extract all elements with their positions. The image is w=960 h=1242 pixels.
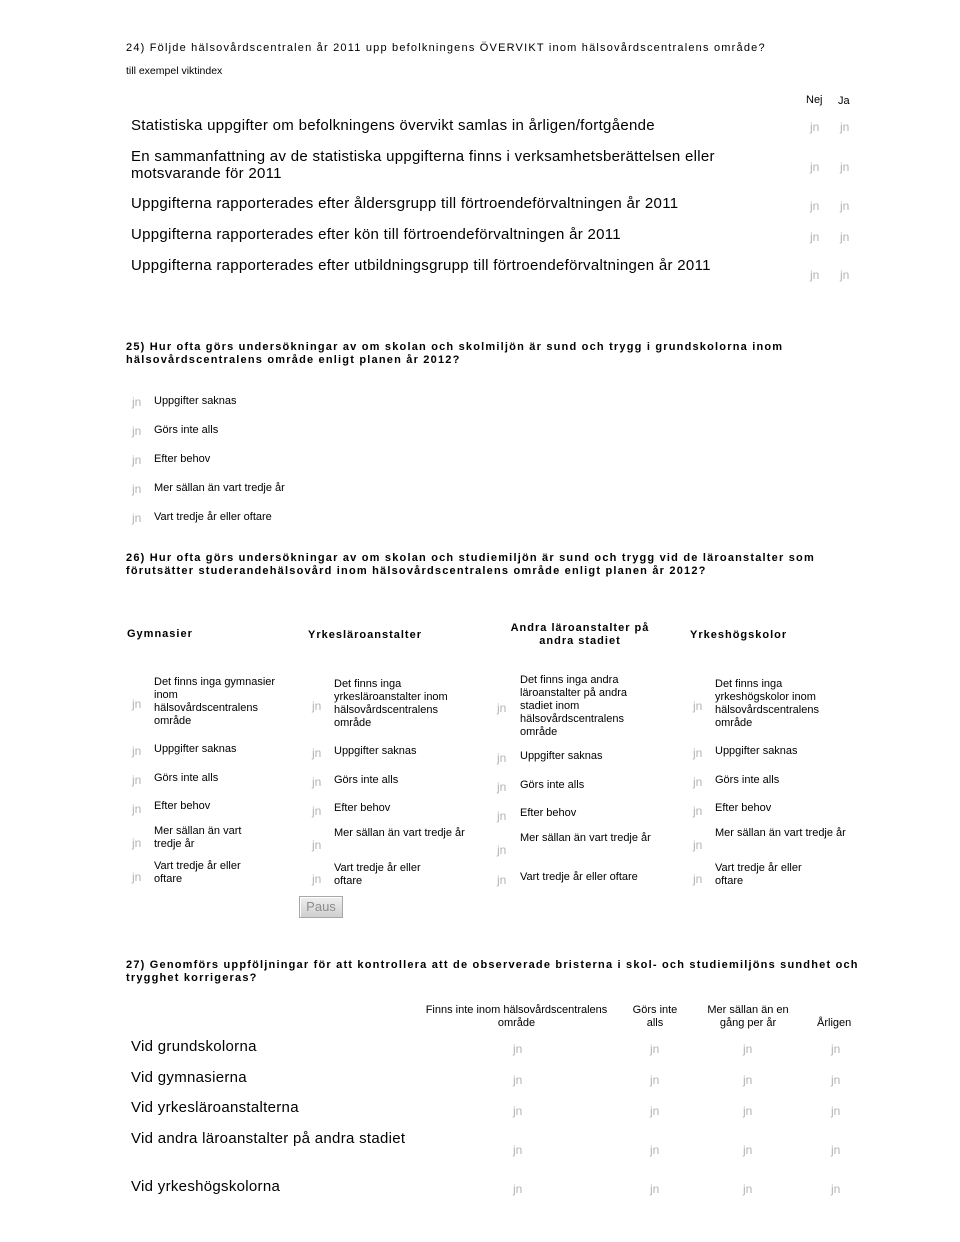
q25-option-1-label: Uppgifter saknas [154, 395, 237, 407]
q26-col-4-option-5-label: Mer sällan än vart tredje år [715, 827, 846, 839]
q27-row-5-radio-2[interactable]: jn [650, 1182, 660, 1196]
q26-col-4-option-6-label: Vart tredje år eller oftare [715, 862, 802, 887]
q24-row-2-yes-radio[interactable]: jn [840, 160, 850, 174]
q26-col-4-option-4-label: Efter behov [715, 802, 772, 814]
q26-col-2-option-1-radio[interactable]: jn [312, 699, 322, 713]
q24-row-1-no-radio[interactable]: jn [810, 120, 820, 134]
q24-row-5-yes-radio[interactable]: jn [840, 268, 850, 282]
q27-row-4-radio-1[interactable]: jn [513, 1143, 523, 1157]
q25-option-3-label: Efter behov [154, 453, 211, 465]
q27-row-1-radio-1[interactable]: jn [513, 1042, 523, 1056]
q25-option-3-radio[interactable]: jn [132, 453, 142, 467]
q26-col-1-option-3-label: Görs inte alls [154, 772, 219, 784]
q26-col-4-option-3-label: Görs inte alls [715, 774, 780, 786]
q24-row-2-no-radio[interactable]: jn [810, 160, 820, 174]
q26-col-1-option-5-label: Mer sällan än vart tredje år [154, 825, 242, 850]
q24-title: 24) Följde hälsovårdscentralen år 2011 upp befolkningens ÖVERVIKT inom hälsovårdscentralens område? [126, 42, 766, 54]
q26-col-4-option-5-radio[interactable]: jn [693, 838, 703, 852]
q27-row-4-radio-3[interactable]: jn [743, 1143, 753, 1157]
q27-row-4-radio-2[interactable]: jn [650, 1143, 660, 1157]
q26-col-2-option-6-label: Vart tredje år eller oftare [334, 862, 421, 887]
q24-row-1-yes-radio[interactable]: jn [840, 120, 850, 134]
q26-col-4-option-2-radio[interactable]: jn [693, 746, 703, 760]
q26-col-4-option-3-radio[interactable]: jn [693, 775, 703, 789]
q26-col-3-option-1-label: Det finns inga andra läroanstalter på andra stadiet inom hälsovårdscentralens område [520, 674, 628, 738]
q27-row-2-radio-2[interactable]: jn [650, 1073, 660, 1087]
q27-header-2: Görs inte alls [632, 1004, 678, 1029]
q24-col-no: Nej [806, 94, 823, 106]
q26-col-1-option-6-radio[interactable]: jn [132, 870, 142, 884]
q26-col-4-header: Yrkeshögskolor [690, 629, 788, 641]
q27-title: 27) Genomförs uppföljningar för att kontrollera att de observerade bristerna i skol- och studiemiljöns sundhet och trygghet korrigeras? [126, 959, 859, 984]
q26-col-1-option-1-radio[interactable]: jn [132, 697, 142, 711]
pause-button[interactable]: Paus [299, 896, 343, 918]
q26-col-3-header: Andra läroanstalter på andra stadiet [510, 622, 650, 647]
q26-col-4-option-1-label: Det finns inga yrkeshögskolor inom hälsovårdscentralens område [715, 678, 819, 729]
q26-col-2-option-5-radio[interactable]: jn [312, 838, 322, 852]
q27-row-1-radio-3[interactable]: jn [743, 1042, 753, 1056]
q26-col-1-option-4-label: Efter behov [154, 800, 211, 812]
q26-col-3-option-4-radio[interactable]: jn [497, 809, 507, 823]
q27-row-2-radio-3[interactable]: jn [743, 1073, 753, 1087]
q27-row-3-radio-2[interactable]: jn [650, 1104, 660, 1118]
q26-col-1-option-5-radio[interactable]: jn [132, 836, 142, 850]
q27-header-3: Mer sällan än en gång per år [707, 1004, 789, 1029]
q24-row-3-no-radio[interactable]: jn [810, 199, 820, 213]
q27-row-2-radio-1[interactable]: jn [513, 1073, 523, 1087]
q26-title: 26) Hur ofta görs undersökningar av om skolan och studiemiljön är sund och trygg vid de läroanstalter som förutsätter studerandehälsovård inom hälsovårdscentralens område enligt planen år 2012? [126, 552, 815, 577]
q26-col-1-option-4-radio[interactable]: jn [132, 802, 142, 816]
q26-col-1-option-3-radio[interactable]: jn [132, 773, 142, 787]
q26-col-4-option-1-radio[interactable]: jn [693, 699, 703, 713]
q26-col-3-option-3-radio[interactable]: jn [497, 780, 507, 794]
q26-col-4-option-6-radio[interactable]: jn [693, 872, 703, 886]
q26-col-3-option-1-radio[interactable]: jn [497, 701, 507, 715]
q25-option-5-radio[interactable]: jn [132, 511, 142, 525]
q26-col-2-option-4-radio[interactable]: jn [312, 804, 322, 818]
q27-row-1-radio-4[interactable]: jn [831, 1042, 841, 1056]
q25-option-4-radio[interactable]: jn [132, 482, 142, 496]
q24-row-2-label: En sammanfattning av de statistiska uppgifterna finns i verksamhetsberättelsen eller motsvarande för 2011 [131, 148, 715, 182]
q25-option-2-radio[interactable]: jn [132, 424, 142, 438]
q26-col-2-option-3-label: Görs inte alls [334, 774, 399, 786]
q27-row-1-label: Vid grundskolorna [131, 1038, 257, 1055]
q26-col-3-option-2-label: Uppgifter saknas [520, 750, 603, 762]
q26-col-2-option-5-label: Mer sällan än vart tredje år [334, 827, 465, 839]
q24-subtitle: till exempel viktindex [126, 65, 223, 77]
q26-col-2-option-4-label: Efter behov [334, 802, 391, 814]
q24-row-3-yes-radio[interactable]: jn [840, 199, 850, 213]
q25-option-2-label: Görs inte alls [154, 424, 219, 436]
q26-col-4-option-4-radio[interactable]: jn [693, 804, 703, 818]
q24-row-5-label: Uppgifterna rapporterades efter utbildningsgrupp till förtroendeförvaltningen år 2011 [131, 257, 711, 274]
q27-row-2-radio-4[interactable]: jn [831, 1073, 841, 1087]
q27-row-4-radio-4[interactable]: jn [831, 1143, 841, 1157]
q26-col-3-option-4-label: Efter behov [520, 807, 577, 819]
q26-col-4-option-2-label: Uppgifter saknas [715, 745, 798, 757]
q26-col-3-option-2-radio[interactable]: jn [497, 751, 507, 765]
q24-row-4-yes-radio[interactable]: jn [840, 230, 850, 244]
q24-row-4-no-radio[interactable]: jn [810, 230, 820, 244]
q26-col-2-option-1-label: Det finns inga yrkesläroanstalter inom hälsovårdscentralens område [334, 678, 448, 729]
q26-col-3-option-6-label: Vart tredje år eller oftare [520, 871, 638, 883]
q26-col-1-option-2-radio[interactable]: jn [132, 744, 142, 758]
q26-col-2-option-2-radio[interactable]: jn [312, 746, 322, 760]
q25-option-1-radio[interactable]: jn [132, 395, 142, 409]
q27-row-1-radio-2[interactable]: jn [650, 1042, 660, 1056]
q24-row-3-label: Uppgifterna rapporterades efter åldersgrupp till förtroendeförvaltningen år 2011 [131, 195, 679, 212]
q27-row-3-radio-1[interactable]: jn [513, 1104, 523, 1118]
q27-row-2-label: Vid gymnasierna [131, 1069, 247, 1086]
q27-header-4: Årligen [817, 1017, 852, 1029]
q26-col-2-option-3-radio[interactable]: jn [312, 775, 322, 789]
q26-col-2-header: Yrkesläroanstalter [308, 629, 422, 641]
q26-col-3-option-5-label: Mer sällan än vart tredje år [520, 832, 651, 844]
q27-row-5-label: Vid yrkeshögskolorna [131, 1178, 281, 1195]
q25-option-5-label: Vart tredje år eller oftare [154, 511, 272, 523]
q27-row-5-radio-4[interactable]: jn [831, 1182, 841, 1196]
q27-row-4-label: Vid andra läroanstalter på andra stadiet [131, 1130, 406, 1147]
q26-col-2-option-6-radio[interactable]: jn [312, 872, 322, 886]
q25-title: 25) Hur ofta görs undersökningar av om skolan och skolmiljön är sund och trygg i grundskolorna inom hälsovårdscentralens område enligt planen år 2012? [126, 341, 784, 366]
q26-col-2-option-2-label: Uppgifter saknas [334, 745, 417, 757]
q26-col-3-option-6-radio[interactable]: jn [497, 873, 507, 887]
q24-row-1-label: Statistiska uppgifter om befolkningens övervikt samlas in årligen/fortgående [131, 117, 655, 134]
q25-option-4-label: Mer sällan än vart tredje år [154, 482, 285, 494]
q27-row-3-radio-3[interactable]: jn [743, 1104, 753, 1118]
q24-col-yes: Ja [838, 95, 850, 107]
q27-row-3-label: Vid yrkesläroanstalterna [131, 1099, 299, 1116]
q26-col-1-option-6-label: Vart tredje år eller oftare [154, 860, 241, 885]
q24-row-4-label: Uppgifterna rapporterades efter kön till förtroendeförvaltningen år 2011 [131, 226, 621, 243]
q27-row-5-radio-3[interactable]: jn [743, 1182, 753, 1196]
q26-col-3-option-5-radio[interactable]: jn [497, 843, 507, 857]
q27-row-5-radio-1[interactable]: jn [513, 1182, 523, 1196]
q26-col-3-option-3-label: Görs inte alls [520, 779, 585, 791]
q26-col-1-option-1-label: Det finns inga gymnasier inom hälsovårdscentralens område [154, 676, 276, 727]
q24-row-5-no-radio[interactable]: jn [810, 268, 820, 282]
q27-row-3-radio-4[interactable]: jn [831, 1104, 841, 1118]
q27-header-1: Finns inte inom hälsovårdscentralens område [425, 1004, 608, 1029]
q26-col-1-header: Gymnasier [127, 628, 193, 640]
q26-col-1-option-2-label: Uppgifter saknas [154, 743, 237, 755]
